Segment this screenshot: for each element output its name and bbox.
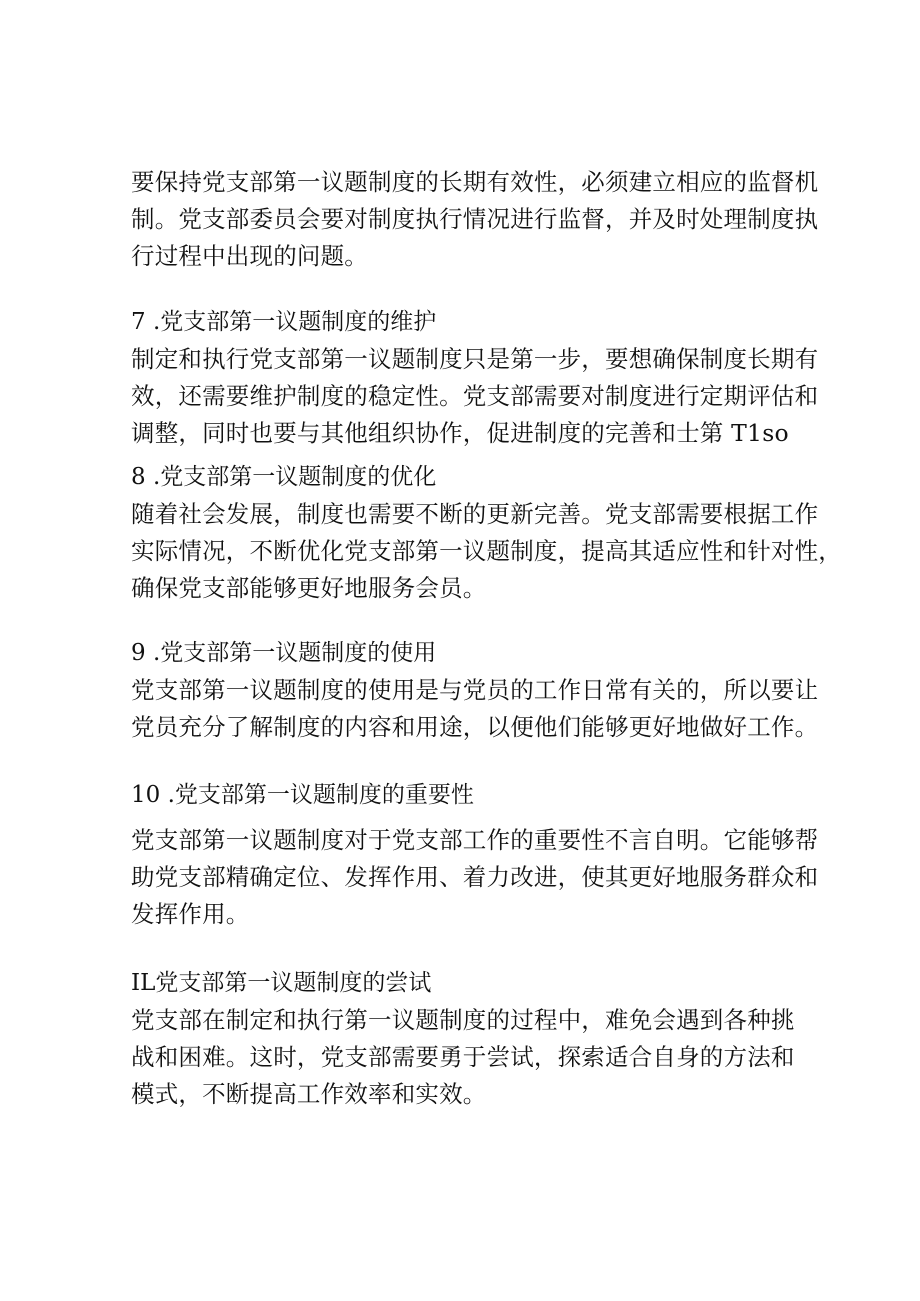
section-heading: 10 .党支部第一议题制度的重要性 [131, 782, 474, 808]
section-11 [131, 965, 831, 1113]
paragraph-line: 党支部在制定和执行第一议题制度的过程中，难免会遇到各种挑 [131, 1006, 795, 1034]
intro-line: 制。党支部委员会要对制度执行情况进行监督，并及时处理制度执 [131, 205, 819, 233]
paragraph-line: 党员充分了解制度的内容和用途，以便他们能够更好地做好工作。 [131, 713, 819, 741]
section-heading: 8 .党支部第一议题制度的优化 [131, 464, 437, 490]
section-9 [131, 635, 831, 746]
section-8 [131, 459, 842, 607]
paragraph-line: 发挥作用。 [131, 900, 250, 928]
paragraph-line: 助党支部精确定位、发挥作用、着力改进，使其更好地服务群众和 [131, 863, 819, 891]
section-heading: 7 .党支部第一议题制度的维护 [131, 309, 437, 335]
section-heading: 9 .党支部第一议题制度的使用 [131, 640, 437, 666]
paragraph-line: 实际情况，不断优化党支部第一议题制度，提高其适应性和针对性， [131, 537, 842, 565]
intro-line: 行过程中出现的问题。 [131, 242, 368, 270]
paragraph-line: 随着社会发展，制度也需要不断的更新完善。党支部需要根据工作 [131, 500, 819, 528]
section-7 [131, 304, 831, 452]
paragraph-line: 模式，不断提高工作效率和实效。 [131, 1080, 487, 1108]
intro-line: 要保持党支部第一议题制度的长期有效性，必须建立相应的监督机 [131, 168, 819, 196]
paragraph-line: 党支部第一议题制度的使用是与党员的工作日常有关的，所以要让 [131, 676, 819, 704]
paragraph-line: 调整，同时也要与其他组织协作，促进制度的完善和士第 T1so [131, 419, 789, 447]
paragraph-line: 制定和执行党支部第一议题制度只是第一步，要想确保制度长期有 [131, 345, 819, 373]
paragraph-line: 战和困难。这时，党支部需要勇于尝试，探索适合自身的方法和 [131, 1043, 795, 1071]
section-heading: IL党支部第一议题制度的尝试 [131, 970, 432, 996]
paragraph-line: 党支部第一议题制度对于党支部工作的重要性不言自明。它能够帮 [131, 826, 819, 854]
paragraph-line: 确保党支部能够更好地服务会员。 [131, 574, 487, 602]
intro-paragraph [131, 164, 831, 275]
section-10 [131, 777, 831, 933]
paragraph-line: 效，还需要维护制度的稳定性。党支部需要对制度进行定期评估和 [131, 382, 819, 410]
